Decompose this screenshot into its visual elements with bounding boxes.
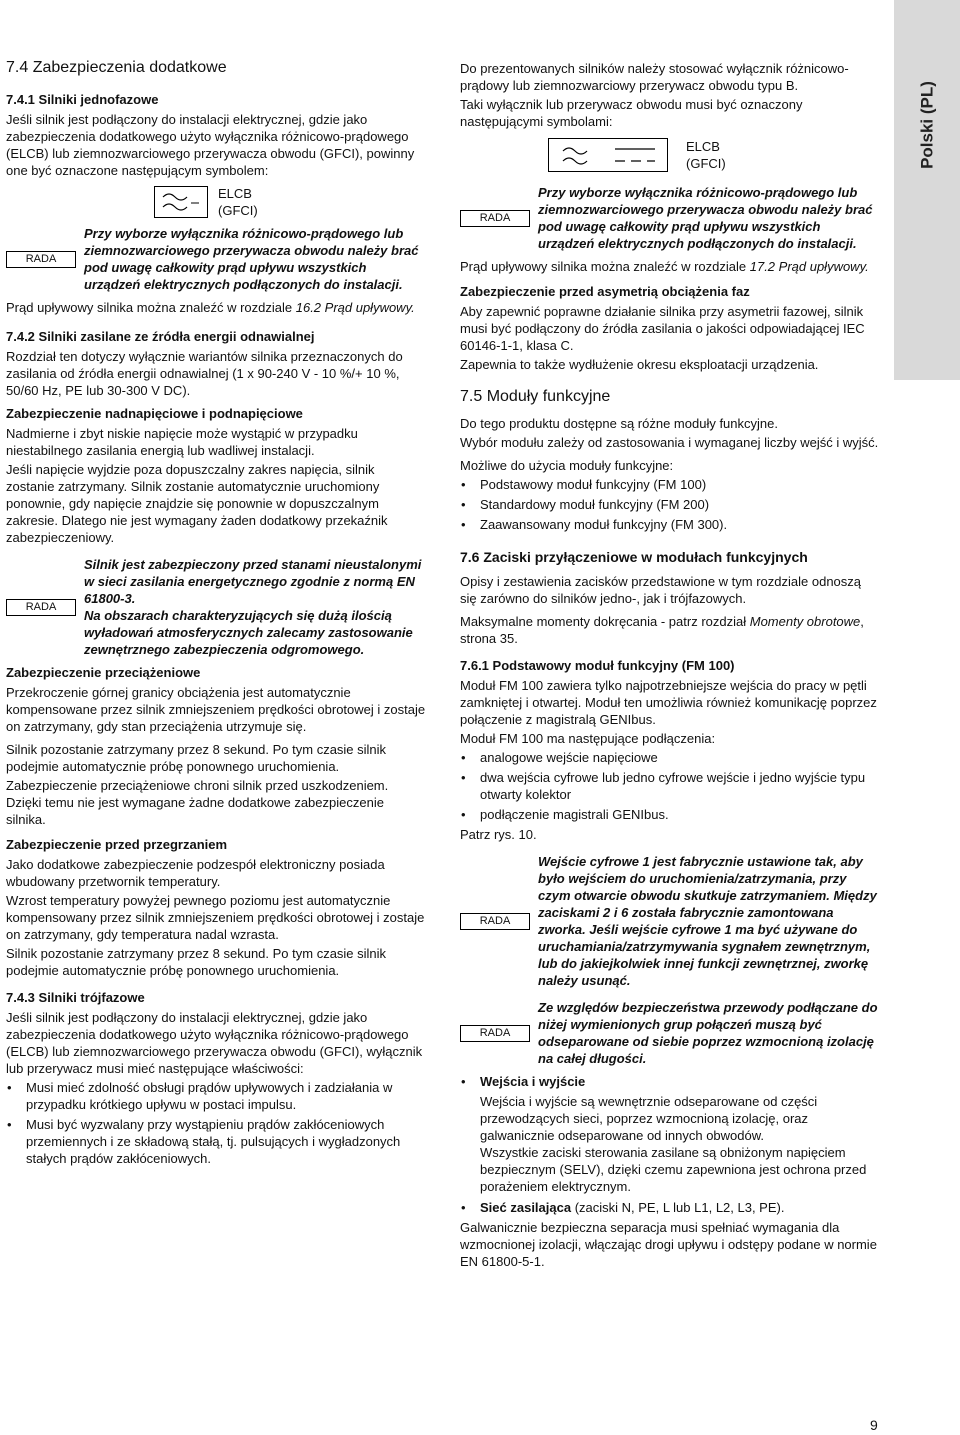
rcd-symbol-icon: [154, 186, 208, 218]
paragraph: Moduł FM 100 zawiera tylko najpotrzebniejsze wejścia do pracy w pętli zamkniętej i otwartej. Moduł ten umożliwia również komunikację poprzez połączenie z magistralą GENIbus.: [460, 678, 877, 727]
group-text: Wejścia i wyjście są wewnętrznie odseparowane od części przewodzących sieci, poprzez wzmocnioną izolację, oraz galwanicznie odseparowane od innych obwodów.: [480, 1094, 818, 1143]
subheading-overvoltage: Zabezpieczenie nadnapięciowe i podnapięciowe: [6, 406, 303, 421]
list-item: • Standardowy moduł funkcyjny (FM 200): [480, 496, 880, 513]
elcb-symbol: [154, 185, 426, 219]
tip-note: [460, 853, 880, 989]
tip-label: RADA: [6, 599, 76, 616]
chapter-reference: 17.2 Prąd upływowy.: [749, 259, 869, 274]
paragraph: Jeśli silnik jest podłączony do instalacji elektrycznej, gdzie jako zabezpieczenia dodatkowego użyto wyłącznika różnicowo-prądowego (ELCB) lub ziemnozwarciowego przerywacza obwodu (GFCI), wyłącznik lub przerywacz musi mieć następujące właściwości:: [6, 1010, 423, 1076]
list-item: • dwa wejścia cyfrowe lub jedno cyfrowe wejście i jedno wyjście typu otwarty kolektor: [480, 769, 880, 803]
paragraph: Opisy i zestawienia zacisków przedstawione w tym rozdziale odnoszą się zarówno do silników jedno-, jak i trójfazowych.: [460, 574, 862, 606]
section-7-6-1-title: 7.6.1 Podstawowy moduł funkcyjny (FM 100): [460, 658, 735, 673]
paragraph: Wzrost temperatury powyżej pewnego poziomu jest automatycznie kompensowany przez silnik zmniejszeniem prędkości obrotowej i zostaje on zatrzymany, gdy temperatura nadal wzrasta.: [6, 893, 425, 942]
function-modules-list: [460, 476, 880, 533]
isolation-groups-list: [460, 1073, 880, 1216]
paragraph: Do tego produktu dostępne są różne moduły funkcyjne.: [460, 416, 778, 431]
group-title: Sieć zasilająca: [480, 1200, 572, 1215]
elcb-label: ELCB: [218, 186, 252, 201]
group-title: Wejścia i wyjście: [480, 1074, 586, 1089]
paragraph: Wybór modułu zależy od zastosowania i wymaganej liczby wejść i wyjść.: [460, 435, 879, 450]
list-item: • Podstawowy moduł funkcyjny (FM 100): [480, 476, 880, 493]
paragraph: Do prezentowanych silników należy stosować wyłącznik różnicowo-prądowy lub ziemnozwarciowy przerywacz obwodu typu B.: [460, 61, 849, 93]
right-column: [460, 60, 880, 1272]
list-item: • Musi być wyzwalany przy wystąpieniu prądów zakłóceniowych przemiennych i ze składową stałą, tj. pulsujących i wygładzonych stałych prądów zakłóceniowych.: [26, 1116, 426, 1167]
elcb-label: ELCB: [686, 139, 720, 154]
tip-label: RADA: [460, 1025, 530, 1042]
chapter-reference: 16.2 Prąd upływowy.: [295, 300, 415, 315]
subheading-asymmetry: Zabezpieczenie przed asymetrią obciążenia faz: [460, 284, 750, 299]
tip-text: Na obszarach charakteryzujących się dużą ilością wyładowań atmosferycznych zalecamy zastosowanie zewnętrznego zabezpieczenia odgromowego.: [84, 608, 413, 657]
tip-note: [6, 225, 426, 293]
section-7-4-2-title: 7.4.2 Silniki zasilane ze źródła energii odnawialnej: [6, 329, 315, 344]
chapter-reference: Momenty obrotowe: [749, 614, 861, 629]
tip-label: RADA: [6, 251, 76, 268]
paragraph: Maksymalne momenty dokręcania - patrz rozdział Momenty obrotowe, strona 35.: [460, 614, 864, 646]
paragraph: Jako dodatkowe zabezpieczenie podzespół elektroniczny posiada wbudowany przetwornik temperatury.: [6, 857, 385, 889]
language-label: Polski (PL): [917, 81, 937, 169]
section-7-4-title: 7.4 Zabezpieczenia dodatkowe: [6, 59, 227, 76]
paragraph: Rozdział ten dotyczy wyłącznie wariantów silnika przeznaczonych do zasilania od źródła energii odnawialnej (1 x 90-240 V - 10 %/+ 10 %, 50/60 Hz, PE lub 30-300 V DC).: [6, 349, 403, 398]
paragraph: Możliwe do użycia moduły funkcyjne:: [460, 458, 674, 473]
paragraph: Moduł FM 100 ma następujące podłączenia:: [460, 731, 716, 746]
requirements-list: [6, 1079, 426, 1167]
section-7-4-3-title: 7.4.3 Silniki trójfazowe: [6, 990, 145, 1005]
gfci-label: (GFCI): [218, 203, 258, 218]
left-column: [6, 58, 426, 1170]
section-7-5-title: 7.5 Moduły funkcyjne: [460, 388, 611, 405]
paragraph: Patrz rys. 10.: [460, 827, 537, 842]
paragraph: Nadmierne i zbyt niskie napięcie może wystąpić w przypadku niestabilnego zasilania energią lub wadliwej instalacji.: [6, 426, 358, 458]
paragraph: Galwanicznie bezpieczna separacja musi spełniać wymagania dla wzmocnionej izolacji, włączając drogi upływu i odstępy podane w normie EN 61800-5-1.: [460, 1220, 877, 1269]
tip-text: Przy wyborze wyłącznika różnicowo-prądowego lub ziemnozwarciowego przerywacza obwodu należy brać pod uwagę całkowity prąd upływu wszystkich urządzeń elektrycznych podłączonych do instalacji.: [538, 185, 873, 251]
tip-label: RADA: [460, 913, 530, 930]
tip-note: [460, 184, 880, 252]
list-item: [480, 1073, 880, 1195]
elcb-symbol: [548, 138, 880, 172]
paragraph: Jeśli silnik jest podłączony do instalacji elektrycznej, gdzie jako zabezpieczenia dodatkowego użyto wyłącznika różnicowo-prądowego (ELCB) lub ziemnozwarciowego przerywacza obwodu (GFCI), powinny one być oznaczone następującym symbolem:: [6, 112, 415, 178]
paragraph: Przekroczenie górnej granicy obciążenia jest automatycznie kompensowane przez silnik zmniejszeniem prędkości obrotowej i zostaje on zatrzymany, gdy stan przeciążenia utrzymuje się.: [6, 685, 426, 734]
list-item: • analogowe wejście napięciowe: [480, 749, 880, 766]
tip-label: RADA: [460, 210, 530, 227]
list-item: • podłączenie magistrali GENIbus.: [480, 806, 880, 823]
tip-note: [460, 999, 880, 1067]
tip-text: Wejście cyfrowe 1 jest fabrycznie ustawione tak, aby było wejściem do uruchomienia/zatrzymania, przy czym otwarcie obwodu skutkuje zatrzymaniem. Między zaciskami 2 i 6 została fabrycznie zamontowana zworka. Jeśli wejście cyfrowe 1 ma być używane do uruchamiania/zatrzymywania sygnałem zewnętrznym, lub do jakiejkolwiek innej funkcji zewnętrznej, zworkę należy usunąć.: [538, 854, 877, 988]
connections-list: [460, 749, 880, 823]
page-number: 9: [870, 1417, 878, 1433]
rcd-type-b-symbol-icon: [548, 138, 668, 172]
paragraph: Prąd upływowy silnika można znaleźć w rozdziale 17.2 Prąd upływowy.: [460, 259, 869, 274]
group-text: Wszystkie zaciski sterowania zasilane są obniżonym napięciem bezpiecznym (SELV), dzięki czemu zapewniona jest ochrona przed porażeniem elektrycznym.: [480, 1145, 867, 1194]
paragraph: Silnik pozostanie zatrzymany przez 8 sekund. Po tym czasie silnik podejmie automatycznie próbę ponownego uruchomienia.: [6, 742, 387, 774]
language-side-tab: [894, 0, 960, 380]
section-7-4-1-title: 7.4.1 Silniki jednofazowe: [6, 92, 159, 107]
paragraph: Silnik pozostanie zatrzymany przez 8 sekund. Po tym czasie silnik podejmie automatycznie próbę ponownego uruchomienia.: [6, 946, 387, 978]
tip-note: [6, 556, 426, 658]
paragraph: Zapewnia to także wydłużenie okresu eksploatacji urządzenia.: [460, 357, 819, 372]
list-item: • Musi mieć zdolność obsługi prądów upływowych i zadziałania w przypadku krótkiego upływu w postaci impulsu.: [26, 1079, 426, 1113]
paragraph: Aby zapewnić poprawne działanie silnika przy asymetrii fazowej, silnik musi być podłączony do źródła zasilania o jakości odpowiadającej IEC 60146-1-1, klasa C.: [460, 304, 865, 353]
paragraph: Jeśli napięcie wyjdzie poza dopuszczalny zakres napięcia, silnik zostanie zatrzymany. Silnik zostanie automatycznie uruchomiony ponownie, gdy napięcie znajdzie się ponownie w dopuszczalnym zakresie. Dlatego nie jest wymagany żaden dodatkowy przekaźnik zabezpieczeniowy.: [6, 462, 388, 545]
subheading-overload: Zabezpieczenie przeciążeniowe: [6, 665, 201, 680]
tip-text: Silnik jest zabezpieczony przed stanami nieustalonymi w sieci zasilania energetycznego zgodnie z normą EN 61800-3.: [84, 557, 422, 606]
tip-text: Ze względów bezpieczeństwa przewody podłączane do niżej wymienionych grup połączeń muszą być odseparowane od siebie poprzez wzmocnioną izolację na całej długości.: [538, 1000, 878, 1066]
list-item: • Sieć zasilająca (zaciski N, PE, L lub L1, L2, L3, PE).: [480, 1199, 880, 1216]
gfci-label: (GFCI): [686, 156, 726, 171]
subheading-overheat: Zabezpieczenie przed przegrzaniem: [6, 837, 228, 852]
paragraph: Zabezpieczenie przeciążeniowe chroni silnik przed uszkodzeniem. Dzięki temu nie jest wymagane żadne dodatkowe zabezpieczenie silnika.: [6, 778, 389, 827]
section-7-6-title: 7.6 Zaciski przyłączeniowe w modułach funkcyjnych: [460, 549, 808, 565]
paragraph: Prąd upływowy silnika można znaleźć w rozdziale 16.2 Prąd upływowy.: [6, 300, 415, 315]
tip-text: Przy wyborze wyłącznika różnicowo-prądowego lub ziemnozwarciowego przerywacza obwodu należy brać pod uwagę całkowity prąd upływu wszystkich urządzeń elektrycznych podłączonych do instalacji.: [84, 226, 419, 292]
paragraph: Taki wyłącznik lub przerywacz obwodu musi być oznaczony następującymi symbolami:: [460, 97, 803, 129]
list-item: • Zaawansowany moduł funkcyjny (FM 300).: [480, 516, 880, 533]
